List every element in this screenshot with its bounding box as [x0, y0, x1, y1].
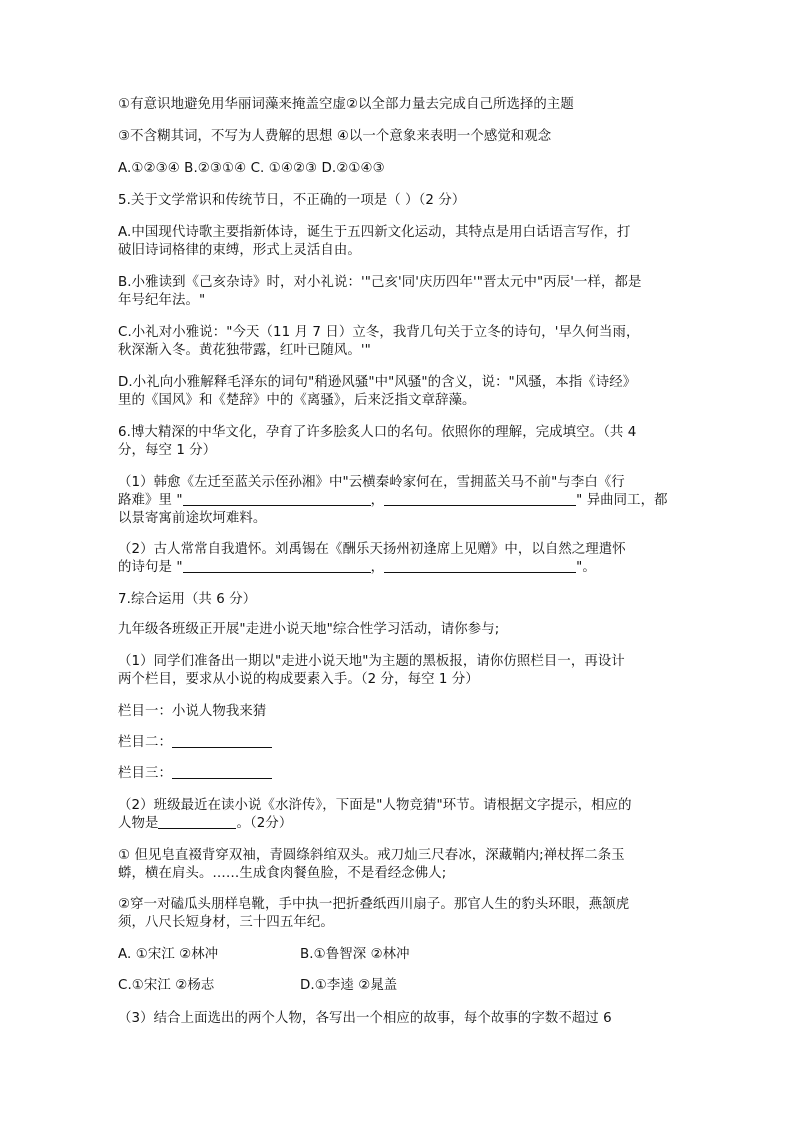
q6-part2-line-1: （2）古人常常自我遣怀。刘禹锡在《酬乐天扬州初逢席上见赠》中，以自然之理遣怀 — [118, 542, 626, 557]
q6-part1-comma: ， — [370, 493, 385, 508]
column-two-label: 栏目二： — [118, 735, 172, 750]
option-c: C.①宋江 ②杨志 — [118, 978, 215, 993]
q5-option-a-line-1: A.中国现代诗歌主要指新体诗，诞生于五四新文化运动，其特点是用白话语言写作，打 — [118, 225, 631, 240]
q7-part2-line-2 — [118, 815, 292, 833]
q7-part1-line-2: 两个栏目，要求从小说的构成要素入手。（2 分，每空 1 分） — [118, 672, 479, 687]
q7-stem: 7.综合运用（共 6 分） — [118, 592, 257, 607]
q7-part1-line-1: （1）同学们准备出一期以"走进小说天地"为主题的黑板报，请你仿照栏目一，再设计 — [118, 654, 625, 669]
q7-part3: （3）结合上面选出的两个人物，各写出一个相应的故事，每个故事的字数不超过 6 — [118, 1011, 612, 1026]
q7-part2-suffix: 。（2分） — [236, 816, 293, 831]
q4-options-line-2: ③不含糊其词，不写为人费解的思想 ④以一个意象来表明一个感觉和观念 — [118, 129, 552, 144]
q6-part2-suffix: "。 — [576, 560, 596, 575]
column-three-row — [118, 765, 272, 783]
column-three-label: 栏目三： — [118, 766, 172, 781]
q6-answer-blank-1[interactable] — [183, 492, 371, 506]
q6-part1-line-1: （1）韩愈《左迁至蓝关示侄孙湘》中"云横秦岭家何在，雪拥蓝关马不前"与李白《行 — [118, 475, 625, 490]
q7-part2-line-1: （2）班级最近在读小说《水浒传》，下面是"人物竞猜"环节。请根据文字提示，相应的 — [118, 798, 632, 813]
q5-option-c-line-2: 秋深渐入冬。黄花独带露，红叶已随风。'" — [118, 343, 371, 358]
column-one: 栏目一：小说人物我来猜 — [118, 704, 267, 719]
q6-stem-line-2: 分，每空 1 分） — [118, 443, 217, 458]
q6-stem-line-1: 6.博大精深的中华文化，孕育了许多脍炙人口的名句。依照你的理解，完成填空。（共 4 — [118, 425, 637, 440]
option-a: A. ①宋江 ②林冲 — [118, 947, 219, 962]
q6-part1-suffix: " 异曲同工，都 — [576, 493, 668, 508]
clue-2-line-2: 须，八尺长短身材，三十四五年纪。 — [118, 915, 334, 930]
q6-answer-blank-2[interactable] — [384, 492, 576, 506]
q5-option-a-line-2: 破旧诗词格律的束缚，形式上灵活自由。 — [118, 243, 361, 258]
q6-part1-prefix: 路难》里 " — [118, 493, 183, 508]
q5-stem: 5.关于文学常识和传统节日，不正确的一项是（ ）（2 分） — [118, 193, 466, 208]
clue-1-line-1: ① 但见皂直裰背穿双袖，青圆绦斜绾双头。戒刀灿三尺春冰，深藏鞘内;禅杖挥二条玉 — [118, 848, 625, 863]
q6-part2-line-2 — [118, 559, 596, 577]
clue-1-line-2: 蟒，横在肩头。……生成食肉餐鱼脸，不是看经念佛人; — [118, 866, 447, 881]
q6-answer-blank-4[interactable] — [384, 559, 576, 573]
column-three-blank[interactable] — [172, 765, 272, 779]
q7-part2-prefix: 人物是 — [118, 816, 159, 831]
clue-2-line-1: ②穿一对磕瓜头朋样皂靴，手中执一把折叠纸西川扇子。那官人生的豹头环眼，燕颔虎 — [118, 897, 630, 912]
q6-part1-line-2 — [118, 492, 668, 510]
column-two-blank[interactable] — [172, 734, 272, 748]
q6-part2-comma: ， — [370, 560, 385, 575]
q5-option-b-line-1: B.小雅读到《己亥杂诗》时，对小礼说：'"己亥'同'庆历四年'"晋太元中"丙辰'一样，都是 — [118, 275, 642, 290]
column-two-row — [118, 734, 272, 752]
q5-option-d-line-2: 里的《国风》和《楚辞》中的《离骚》，后来泛指文章辞藻。 — [118, 393, 476, 408]
q6-part2-prefix: 的诗句是 " — [118, 560, 183, 575]
q6-part1-line-3: 以景寄寓前途坎坷难料。 — [118, 511, 267, 526]
q4-choices: A.①②③④ B.②③①④ C. ①④②③ D.②①④③ — [118, 161, 385, 176]
character-answer-blank[interactable] — [158, 815, 236, 829]
option-d: D.①李逵 ②晁盖 — [300, 978, 398, 993]
q5-option-d-line-1: D.小礼向小雅解释毛泽东的词句"稍逊风骚"中"风骚"的含义，说："风骚，本指《诗经》 — [118, 375, 637, 390]
q6-answer-blank-3[interactable] — [183, 559, 371, 573]
q7-intro: 九年级各班级正开展"走进小说天地"综合性学习活动，请你参与; — [118, 622, 500, 637]
q5-option-c-line-1: C.小礼对小雅说："今天（11 月 7 日）立冬，我背几句关于立冬的诗句，'早久何当雨， — [118, 325, 640, 340]
q4-options-line-1: ①有意识地避免用华丽词藻来掩盖空虚②以全部力量去完成自己所选择的主题 — [118, 97, 574, 112]
option-b: B.①鲁智深 ②林冲 — [300, 947, 410, 962]
q5-option-b-line-2: 年号纪年法。" — [118, 293, 206, 308]
